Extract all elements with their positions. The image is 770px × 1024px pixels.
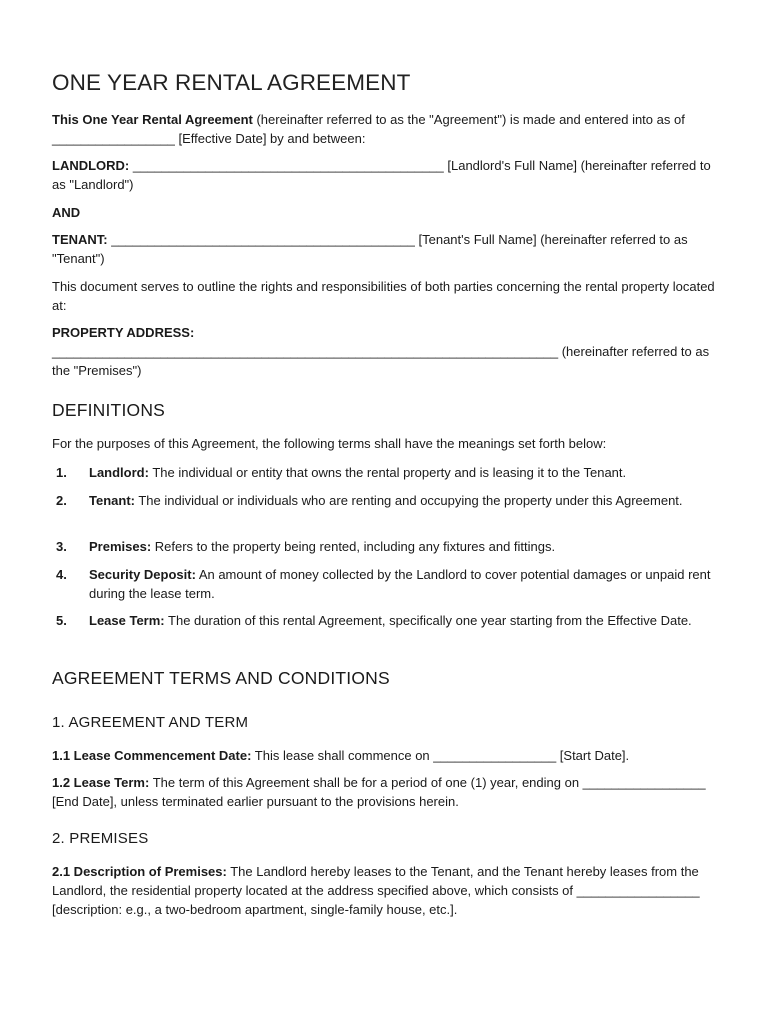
tenant-text: __________________________________________ [Tenant's Full Name] (hereinafter referred to as "Tenant") bbox=[52, 232, 688, 266]
clause-text: This lease shall commence on _________________ [Start Date]. bbox=[251, 748, 630, 763]
definition-body bbox=[89, 611, 721, 630]
definition-term: Tenant: bbox=[89, 493, 135, 508]
clause-label: 1.2 Lease Term: bbox=[52, 775, 150, 790]
document-title: ONE YEAR RENTAL AGREEMENT bbox=[52, 70, 411, 95]
definition-text: Refers to the property being rented, including any fixtures and fittings. bbox=[151, 539, 556, 554]
landlord-text: ___________________________________________ [Landlord's Full Name] (hereinafter referred to as "Landlord") bbox=[52, 158, 711, 192]
terms-heading: AGREEMENT TERMS AND CONDITIONS bbox=[52, 668, 390, 688]
definition-text: The individual or entity that owns the rental property and is leasing it to the Tenant. bbox=[148, 465, 627, 480]
definitions-intro: For the purposes of this Agreement, the following terms shall have the meanings set forth below: bbox=[52, 436, 607, 451]
list-number: 3. bbox=[56, 539, 67, 554]
section-1-heading: 1. AGREEMENT AND TERM bbox=[52, 714, 249, 731]
definition-body bbox=[89, 537, 721, 556]
tenant-paragraph bbox=[52, 230, 722, 268]
definitions-heading: DEFINITIONS bbox=[52, 400, 166, 420]
landlord-label: LANDLORD: bbox=[52, 158, 130, 173]
clause-2-1 bbox=[52, 862, 722, 919]
clause-label: 2.1 Description of Premises: bbox=[52, 864, 227, 879]
definition-body bbox=[89, 565, 721, 603]
intro-paragraph bbox=[52, 110, 722, 148]
list-number: 2. bbox=[56, 493, 67, 508]
definition-text: The duration of this rental Agreement, specifically one year starting from the Effective Date. bbox=[164, 613, 692, 628]
list-number: 4. bbox=[56, 567, 67, 582]
landlord-paragraph bbox=[52, 156, 722, 194]
clause-text: The Landlord hereby leases to the Tenant, and the Tenant hereby leases from the Landlord, the residential property located at the address specified above, which consists of _________________ [description: e.g., a two-bedroom apartment, single-family house, etc.]. bbox=[52, 864, 700, 917]
definition-term: Security Deposit: bbox=[89, 567, 196, 582]
definition-term: Landlord: bbox=[89, 465, 149, 480]
intro-bold: This One Year Rental Agreement bbox=[52, 112, 253, 127]
definition-text: An amount of money collected by the Landlord to cover potential damages or unpaid rent during the lease term. bbox=[89, 567, 711, 601]
list-number: 1. bbox=[56, 465, 67, 480]
definition-term: Premises: bbox=[89, 539, 152, 554]
definition-body bbox=[89, 491, 721, 510]
intro-text: (hereinafter referred to as the "Agreement") is made and entered into as of _________________ [Effective Date] by and between: bbox=[52, 112, 685, 146]
list-number: 5. bbox=[56, 613, 67, 628]
definition-body bbox=[89, 463, 721, 482]
and-label: AND bbox=[52, 205, 81, 220]
definition-text: The individual or individuals who are renting and occupying the property under this Agreement. bbox=[134, 493, 683, 508]
definition-term: Lease Term: bbox=[89, 613, 165, 628]
section-2-heading: 2. PREMISES bbox=[52, 830, 149, 847]
clause-1-1 bbox=[52, 746, 722, 765]
tenant-label: TENANT: bbox=[52, 232, 108, 247]
purpose-paragraph: This document serves to outline the rights and responsibilities of both parties concerning the rental property located at: bbox=[52, 279, 715, 313]
property-address-line: ______________________________________________________________________ (hereinafter referred to as the "Premises") bbox=[52, 344, 710, 378]
clause-text: The term of this Agreement shall be for a period of one (1) year, ending on _________________ [End Date], unless terminated earlier pursuant to the provisions herein. bbox=[52, 775, 706, 809]
clause-label: 1.1 Lease Commencement Date: bbox=[52, 748, 252, 763]
clause-1-2 bbox=[52, 773, 722, 811]
property-label: PROPERTY ADDRESS: bbox=[52, 325, 195, 340]
